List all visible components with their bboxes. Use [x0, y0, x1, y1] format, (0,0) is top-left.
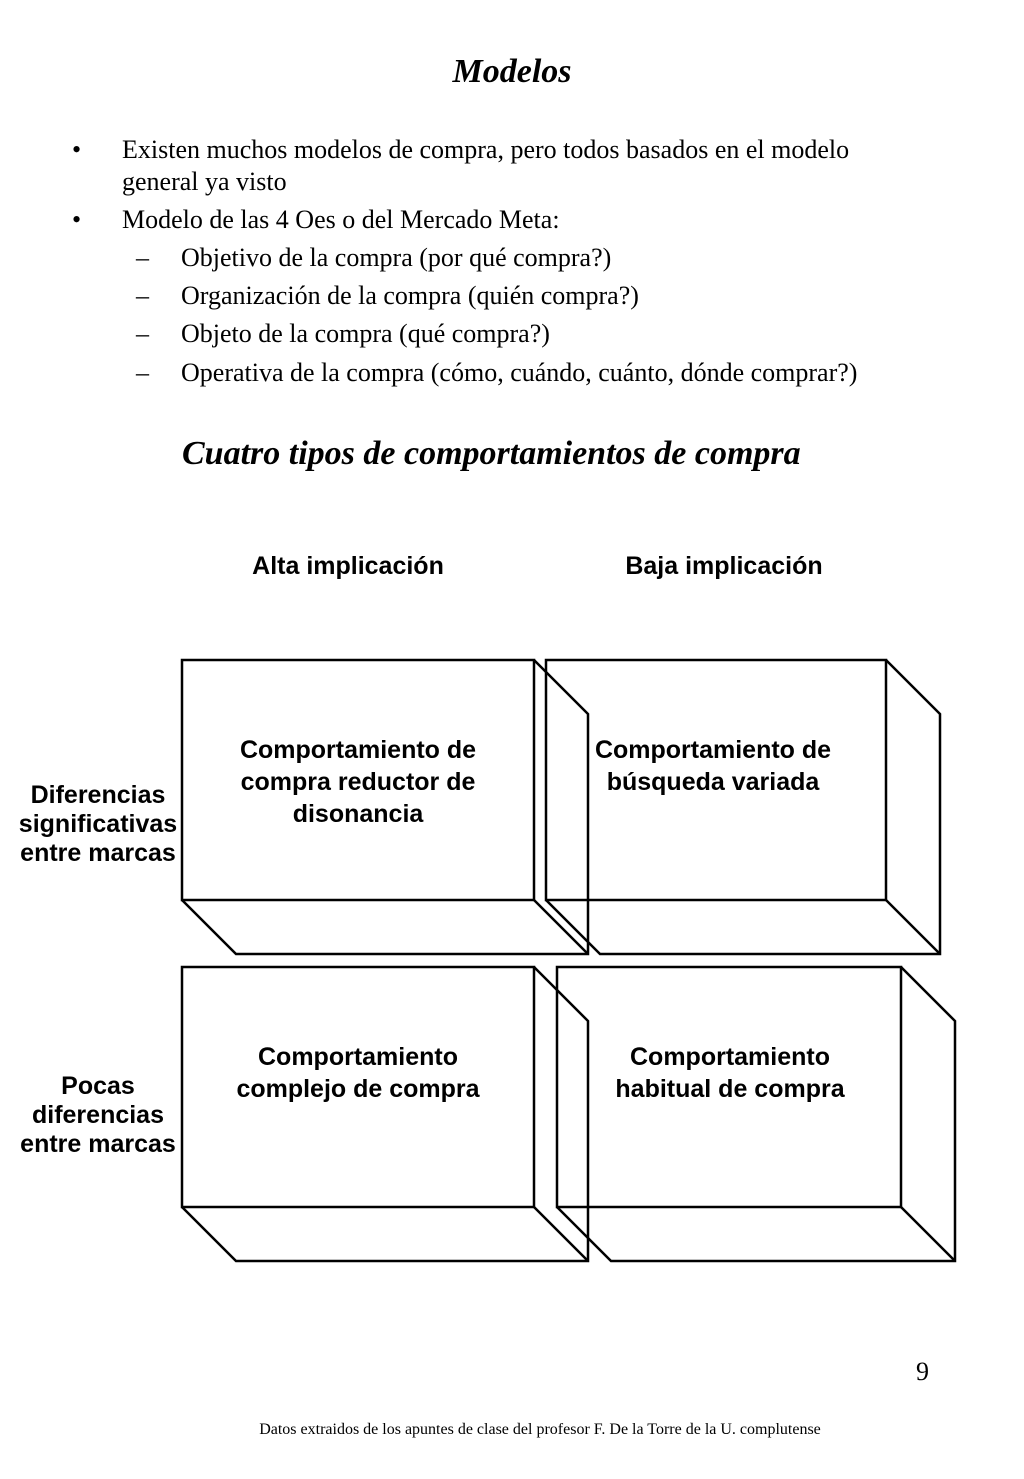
sub-bullet-text: Organización de la compra (quién compra?) [181, 281, 639, 310]
cell-busqueda-variada: Comportamiento de búsqueda variada [594, 736, 832, 796]
dash-symbol: – [136, 358, 149, 387]
bullet-text: Existen muchos modelos de compra, pero todos basados en el modelo general ya visto [122, 135, 850, 196]
footer-note: Datos extraidos de los apuntes de clase del profesor F. De la Torre de la U. complutense [259, 1421, 821, 1438]
cell-complejo: Comportamiento complejo de compra [236, 1043, 480, 1103]
dash-symbol: – [136, 319, 149, 348]
page-title: Modelos [452, 53, 572, 90]
section-title: Cuatro tipos de comportamientos de compra [182, 435, 801, 472]
bullet-dot: • [72, 205, 82, 234]
sub-bullet-text: Objetivo de la compra (por qué compra?) [181, 243, 612, 272]
box-top-right [546, 660, 940, 954]
cell-habitual: Comportamiento habitual de compra [615, 1043, 845, 1103]
row-header-pocas: Pocas diferencias entre marcas [20, 1072, 176, 1158]
dash-symbol: – [136, 281, 149, 310]
row-header-diferencias: Diferencias significativas entre marcas [18, 781, 178, 867]
sub-bullet-text: Objeto de la compra (qué compra?) [181, 319, 550, 348]
bullet-text: Modelo de las 4 Oes o del Mercado Meta: [122, 205, 560, 234]
column-header-baja: Baja implicación [625, 552, 823, 580]
cell-reductor-disonancia: Comportamiento de compra reductor de disonancia [239, 736, 477, 828]
page-number: 9 [916, 1357, 929, 1386]
column-header-alta: Alta implicación [252, 552, 444, 580]
box-bottom-right [557, 967, 955, 1261]
dash-symbol: – [136, 243, 149, 272]
box-bottom-left [182, 967, 588, 1261]
bullet-dot: • [72, 135, 82, 164]
sub-bullet-text: Operativa de la compra (cómo, cuándo, cuánto, dónde comprar?) [181, 358, 858, 387]
